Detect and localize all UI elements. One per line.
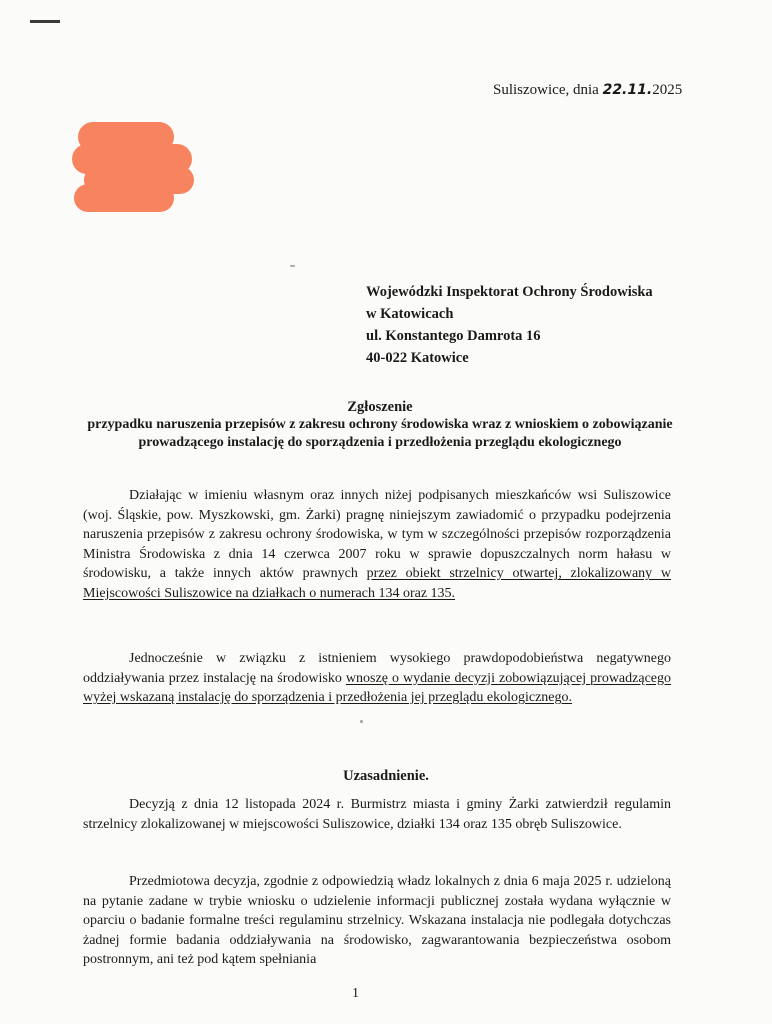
addressee-postcode: 40-022 Katowice (366, 350, 469, 366)
date-prefix: Suliszowice, dnia (493, 82, 599, 98)
paragraph-4: Przedmiotowa decyzja, zgodnie z odpowiedzią władz lokalnych z dnia 6 maja 2025 r. udzieloną na pytanie zadane w trybie wniosku o udzielenie informacji publicznej została wydana wyłącznie w oparciu o badanie formalne treści regulaminu strzelnicy. Wskazana instalacja nie podlegała dotychczas żadnej formie badania oddziaływania na środowisko, zagwarantowania bezpieczeństwa osobom postronnym, ani też pod kątem spełniania (83, 874, 671, 967)
page-corner-mark (30, 20, 60, 23)
date-handwritten: 22.11. (602, 82, 653, 98)
addressee-institution: Wojewódzki Inspektorat Ochrony Środowiska (366, 284, 653, 300)
page-number: 1 (352, 986, 359, 1001)
scan-speck (360, 720, 363, 723)
scan-speck (290, 265, 295, 267)
addressee-street: ul. Konstantego Damrota 16 (366, 328, 541, 344)
paragraph-1-underlined: przez obiekt strzelnicy otwartej, zlokalizowany w Miejscowości Suliszowice na działkach o numerach 134 oraz 135. (83, 566, 671, 601)
title-main: Zgłoszenie (347, 399, 413, 415)
paragraph-1-text: Działając w imieniu własnym oraz innych niżej podpisanych mieszkańców wsi Suliszowice (woj. Śląskie, pow. Myszkowski, gm. Żarki) pragnę niniejszym zawiadomić o przypadku podejrzenia naruszenia przepisów z zakresu ochrony środowiska, w tym w szczególności przepisów rozporządzenia Ministra Środowiska z dnia 14 czerwca 2007 roku w sprawie dopuszczalnych norm hałasu w środowisku, a także innych aktów prawnych (83, 488, 671, 581)
paragraph-2-text: Jednocześnie w związku z istnieniem wysokiego prawdopodobieństwa negatywnego oddziaływania przez instalację na środowisko (83, 651, 671, 686)
sender-redaction (72, 122, 202, 214)
section-heading: Uzasadnienie. (343, 768, 429, 784)
addressee-block (366, 281, 653, 369)
title-sub: przypadku naruszenia przepisów z zakresu ochrony środowiska wraz z wnioskiem o zobowiązanie prowadzącego instalację do sporządzenia i przedłożenia przeglądu ekologicznego (87, 417, 673, 450)
paragraph-2-underlined: wnoszę o wydanie decyzji zobowiązującej prowadzącego wyżej wskazaną instalację do sporządzenia i przedłożenia jej przeglądu ekologicznego. (83, 670, 671, 705)
paragraph-3: Decyzją z dnia 12 listopada 2024 r. Burmistrz miasta i gminy Żarki zatwierdził regulamin strzelnicy zlokalizowanej w miejscowości Suliszowice, działki 134 oraz 135 obręb Suliszowice. (83, 797, 671, 832)
document-title (60, 398, 700, 452)
date-line (493, 82, 682, 99)
date-year: 2025 (652, 82, 683, 98)
paragraph-1 (83, 486, 671, 603)
paragraph-2 (83, 649, 671, 708)
addressee-city-line: w Katowicach (366, 306, 454, 322)
